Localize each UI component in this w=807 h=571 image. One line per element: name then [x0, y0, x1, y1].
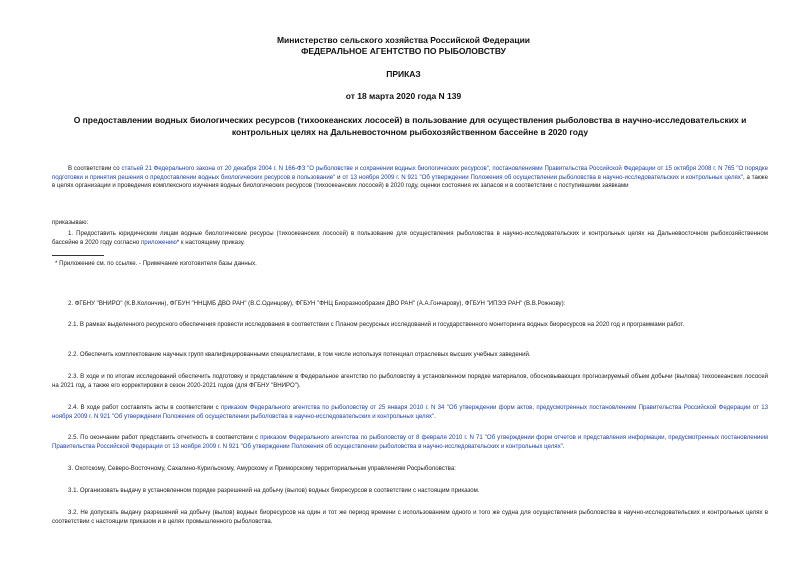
- item-3-1: 3.1. Организовать выдачу в установленном порядке разрешений на добычу (вылов) водных биоресурсов в соответствии с настоящим приказом.: [68, 487, 480, 494]
- preamble-text: ,: [488, 165, 493, 172]
- item-2-3: 2.3. В ходе и по итогам исследований обеспечить подготовку и представление в Федеральное агентство по рыболовству в установленном порядке материалов, обосновывающих прогнозируемый объем добычи (вылова) тихоокеанских лососей на 2021 год, а также его корректировки в сезон 2020-2021 годов (для ФГБНУ "ВНИРО").: [52, 373, 768, 389]
- link-appendix[interactable]: приложению: [140, 238, 177, 246]
- item-1: [52, 230, 768, 247]
- item-2-4-text: 2.4. В ходе работ составлять акты в соответствии с: [68, 404, 221, 411]
- item-2-4-text: .: [434, 412, 436, 420]
- item-2-5: [52, 434, 768, 451]
- link-order-34[interactable]: приказом Федерального агентства по рыболовству от 25 января 2010 г. N 34 "Об утверждении форм актов, предусмотренных постановлением Правительства Российской Федерации от 13 ноября 2009 г. N 921 "Об утверждении Положения об осуществлении рыболовства в научно-исследовательских и контрольных целях": [52, 404, 768, 420]
- preamble-text: , а также в целях организации и проведения комплексного изучения водных биологических ресурсов (тихоокеанских лососей) в 2020 году, оценки состояния их запасов и в соответствии с поступившими заявками: [52, 173, 768, 190]
- agency-heading: ФЕДЕРАЛЬНОЕ АГЕНТСТВО ПО РЫБОЛОВСТВУ: [301, 46, 506, 56]
- preamble-text: и: [335, 173, 343, 181]
- link-government-decree-765[interactable]: постановлениями Правительства Российской Федерации от 15 октября 2008 г. N 765 "О порядке подготовки и принятия решения о предоставлении водных биологических ресурсов в пользование": [52, 165, 769, 181]
- link-federal-law[interactable]: статьей 21 Федерального закона от 20 декабря 2004 г. N 166-ФЗ "О рыболовстве и сохранении водных биологических ресурсов": [121, 165, 489, 172]
- footnote-divider: [52, 255, 104, 256]
- item-2-4: [52, 404, 768, 421]
- item-1-text: 1. Предоставить юридическим лицам водные биологические ресурсы (тихоокеанских лососей) в пользование для осуществления рыболовства в научно-исследовательских и контрольных целях на Дальневосточном рыбохозяйственном бассейне в 2020 году согласно: [52, 230, 768, 246]
- document-title: О предоставлении водных биологических ресурсов (тихоокеанских лососей) в пользование для осуществления рыболовства в научно-исследовательских и контрольных целях на Дальневосточном рыбохозяйственном бассейне в 2020 году: [73, 115, 747, 137]
- item-1-text: * к настоящему приказу.: [176, 238, 245, 246]
- ministry-heading: Министерство сельского хозяйства Российской Федерации: [276, 35, 531, 45]
- item-2-5-text: 2.5. По окончании работ представить отчетность в соответствии с: [68, 434, 261, 441]
- link-government-decree-921[interactable]: от 13 ноября 2009 г. N 921 "Об утверждении Положения об осуществлении рыболовства в научно-исследовательских и контрольных целях": [342, 173, 744, 181]
- footnote: * Приложение см. по ссылке. - Примечание изготовителя базы данных.: [55, 260, 257, 267]
- link-order-71[interactable]: приказом Федерального агентства по рыболовству от 8 февраля 2010 г. N 71 "Об утверждении форм отчетов и представления информации, предусмотренных постановлением Правительства Российской Федерации от 13 ноября 2009 г. N 921 "Об утверждении Положения об осуществлении рыболовства в научно-исследовательских и контрольных целях": [52, 434, 768, 450]
- item-2: 2. ФГБНУ "ВНИРО" (К.В.Колончин), ФГБУН "ННЦМБ ДВО РАН" (В.С.Одинцову), ФГБУН "ФНЦ Биоразнообразия ДВО РАН" (А.А.Гончарову), ФГБУН "ИПЭЭ РАН" (В.В.Рожнову):: [68, 300, 566, 307]
- item-2-5-text: .: [562, 442, 565, 450]
- preamble-paragraph: [52, 165, 768, 191]
- preamble-text: В соответствии со: [68, 165, 122, 172]
- item-3: 3. Охотскому, Северо-Восточному, Сахалино-Курильскому, Амурскому и Приморскому территориальным управлениям Росрыболовства:: [68, 465, 456, 472]
- item-3-2: 3.2. Не допускать выдачу разрешений на добычу (вылов) водных биоресурсов на один и тот же период времени с использованием одного и того же судна для осуществления рыболовства в научно-исследовательских и контрольных целях в соответствии с настоящим приказом и в целях промышленного рыболовства.: [52, 509, 768, 525]
- item-2-1: 2.1. В рамках выделенного ресурсного обеспечения провести исследования в соответствии с Планом ресурсных исследований и государственного мониторинга водных биоресурсов на 2020 год и программами работ.: [68, 321, 685, 328]
- date-number: от 18 марта 2020 года N 139: [345, 91, 462, 101]
- item-2-2: 2.2. Обеспечить комплектование научных групп квалифицированными специалистами, в том числе используя потенциал отраслевых высших учебных заведений.: [68, 351, 531, 358]
- doc-type-heading: ПРИКАЗ: [386, 69, 421, 79]
- orders-label: приказываю:: [52, 219, 89, 226]
